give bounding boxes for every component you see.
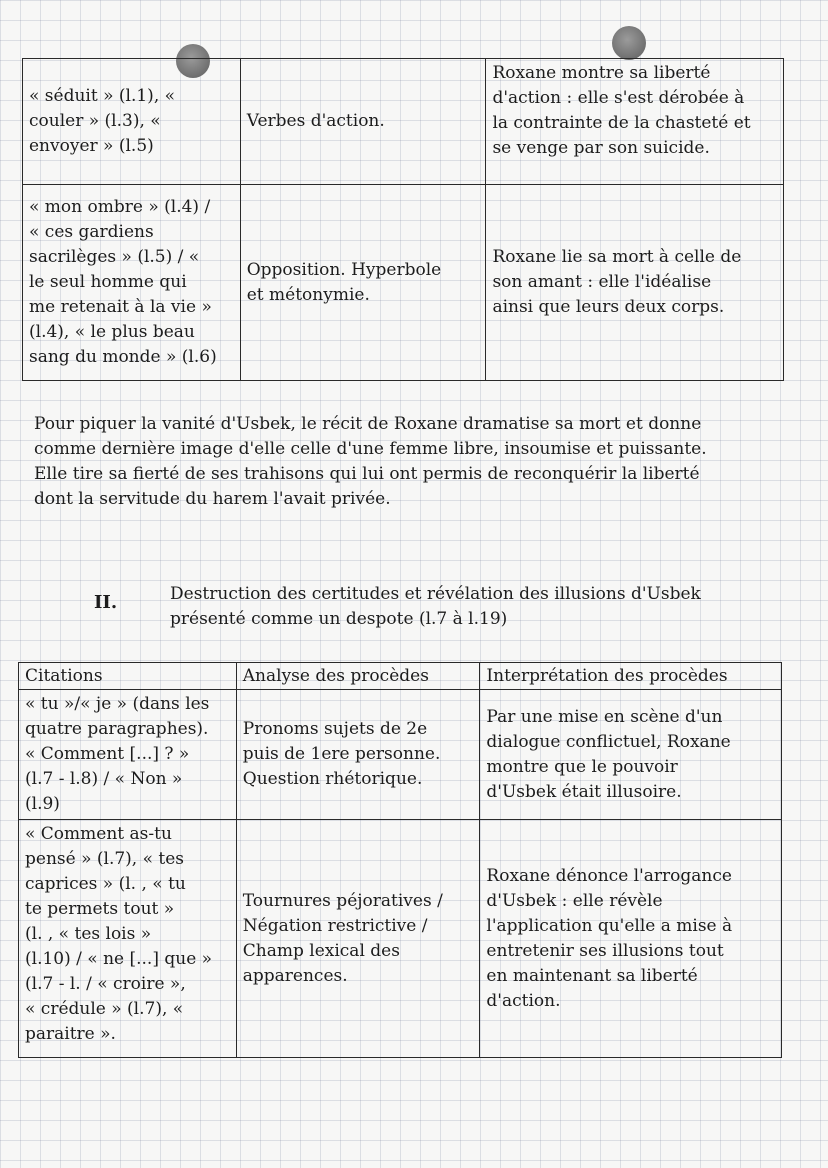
interpretation-cell — [486, 185, 784, 381]
text-line: Négation restrictive / — [242, 915, 428, 936]
text-line: et métonymie. — [246, 284, 370, 305]
text-line: paraitre ». — [25, 1024, 116, 1044]
column-header-analyse: Analyse des procèdes — [236, 663, 480, 690]
interpretation-cell — [480, 820, 782, 1058]
text-line: d'Usbek était illusoire. — [486, 781, 682, 802]
conclusion-paragraph — [34, 412, 754, 512]
text-line: envoyer » (l.5) — [29, 136, 154, 156]
text-line: sang du monde » (l.6) — [29, 347, 217, 367]
text-line: caprices » (l. , « tu — [25, 874, 186, 894]
text-line: d'action : elle s'est dérobée à — [492, 88, 745, 108]
section-number: II. — [94, 592, 118, 613]
text-line: « Comment as-tu — [25, 824, 172, 844]
table-row — [23, 59, 784, 185]
text-line: sacrilèges » (l.5) / « — [29, 247, 200, 267]
section-title — [170, 582, 770, 632]
text-line: quatre paragraphes). — [25, 719, 209, 739]
column-header-interpretation: Interprétation des procèdes — [480, 663, 782, 690]
text-line: Roxane montre sa liberté — [492, 63, 711, 83]
text-line: Opposition. Hyperbole — [246, 259, 442, 280]
text-line: Roxane dénonce l'arrogance — [486, 865, 732, 886]
table-row — [23, 185, 784, 381]
analyse-cell — [240, 185, 486, 381]
text-line: « séduit » (l.1), « — [29, 86, 176, 106]
interpretation-cell — [480, 690, 782, 820]
text-line: couler » (l.3), « — [29, 111, 161, 131]
text-line: Question rhétorique. — [242, 769, 423, 789]
text-line: dialogue conflictuel, Roxane — [486, 731, 731, 752]
text-line: d'Usbek : elle révèle — [486, 890, 663, 911]
text-line: Verbes d'action. — [246, 111, 385, 131]
text-line: (l.9) — [25, 794, 60, 814]
text-line: (l.7 - l. / « croire », — [25, 974, 186, 994]
citations-cell — [19, 690, 237, 820]
table-part-one — [22, 58, 784, 381]
text-line: Elle tire sa fierté de ses trahisons qui lui ont permis de reconquérir la liberté — [34, 464, 700, 484]
text-line: comme dernière image d'elle celle d'une femme libre, insoumise et puissante. — [34, 439, 707, 459]
text-line: le seul homme qui — [29, 272, 187, 292]
citations-cell — [23, 185, 241, 381]
text-line: Par une mise en scène d'un — [486, 706, 723, 727]
text-line: présenté comme un despote (l.7 à l.19) — [170, 609, 508, 629]
text-line: en maintenant sa liberté — [486, 965, 698, 986]
text-line: apparences. — [242, 965, 348, 986]
text-line: dont la servitude du harem l'avait privée. — [34, 489, 391, 509]
text-line: « crédule » (l.7), « — [25, 999, 184, 1019]
text-line: Pour piquer la vanité d'Usbek, le récit de Roxane dramatise sa mort et donne — [34, 414, 702, 434]
text-line: « tu »/« je » (dans les — [25, 694, 210, 714]
table-part-two — [18, 662, 782, 1058]
text-line: pensé » (l.7), « tes — [25, 849, 185, 869]
column-header-citations: Citations — [19, 663, 237, 690]
text-line: ainsi que leurs deux corps. — [492, 297, 725, 317]
text-line: Tournures péjoratives / — [242, 890, 443, 911]
binder-hole — [612, 26, 646, 60]
text-line: « ces gardiens — [29, 222, 154, 242]
table-row — [19, 820, 782, 1058]
text-line: Champ lexical des — [242, 940, 400, 961]
table-row — [19, 690, 782, 820]
text-line: « mon ombre » (l.4) / — [29, 197, 211, 217]
citations-cell — [23, 59, 241, 185]
text-line: me retenait à la vie » — [29, 297, 212, 317]
text-line: (l.10) / « ne [...] que » — [25, 949, 213, 969]
text-line: (l. , « tes lois » — [25, 924, 152, 944]
text-line: d'action. — [486, 990, 561, 1011]
text-line: son amant : elle l'idéalise — [492, 272, 712, 292]
text-line: Pronoms sujets de 2e — [242, 719, 428, 739]
text-line: puis de 1ere personne. — [242, 744, 441, 764]
text-line: Destruction des certitudes et révélation des illusions d'Usbek — [170, 584, 701, 604]
analyse-cell — [240, 59, 486, 185]
analyse-cell — [236, 690, 480, 820]
text-line: la contrainte de la chasteté et — [492, 113, 751, 133]
text-line: Roxane lie sa mort à celle de — [492, 247, 742, 267]
text-line: se venge par son suicide. — [492, 138, 710, 158]
table-header-row — [19, 663, 782, 690]
text-line: te permets tout » — [25, 899, 175, 919]
text-line: (l.7 - l.8) / « Non » — [25, 769, 183, 789]
analyse-cell — [236, 820, 480, 1058]
text-line: (l.4), « le plus beau — [29, 322, 195, 342]
citations-cell — [19, 820, 237, 1058]
text-line: montre que le pouvoir — [486, 756, 678, 777]
interpretation-cell — [486, 59, 784, 185]
text-line: « Comment [...] ? » — [25, 744, 190, 764]
text-line: l'application qu'elle a mise à — [486, 915, 733, 936]
text-line: entretenir ses illusions tout — [486, 940, 724, 961]
